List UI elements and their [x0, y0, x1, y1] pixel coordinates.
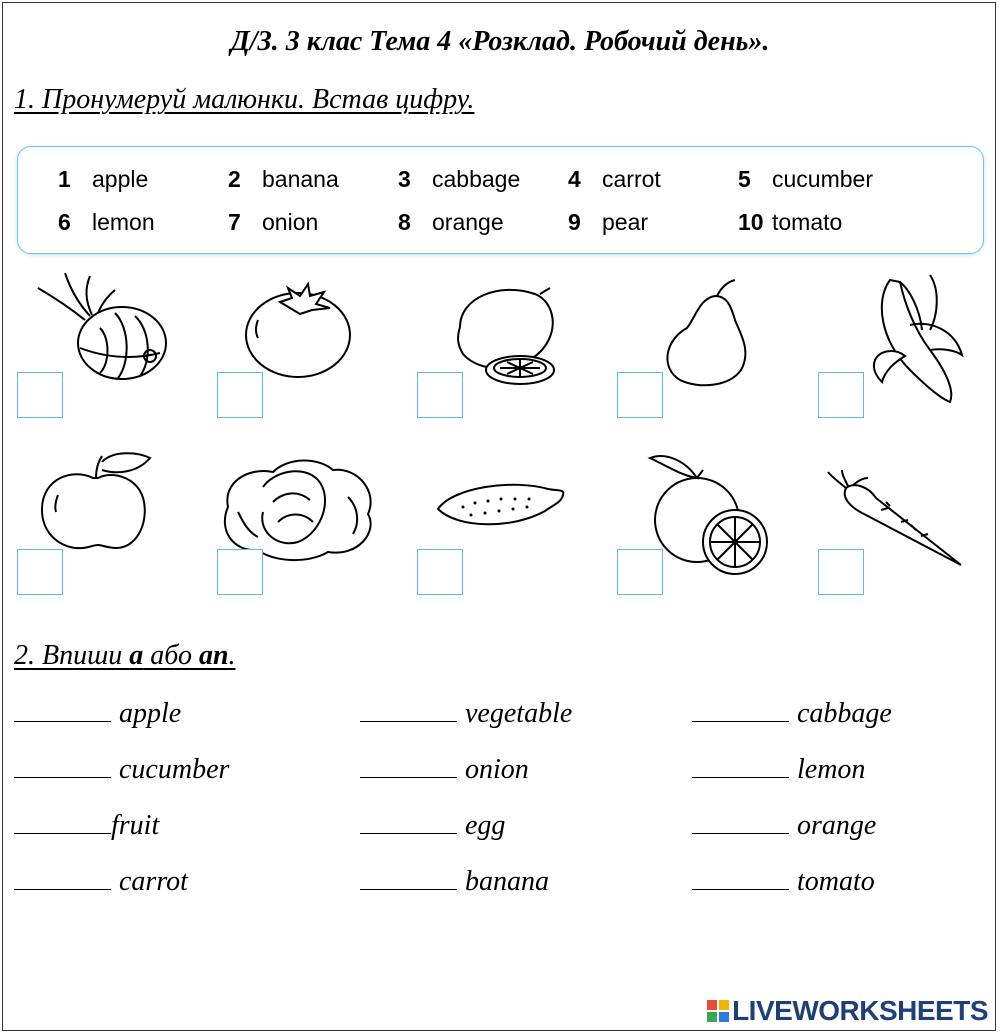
- word-item-9: 9 pear: [568, 209, 649, 235]
- fill-item-onion: onion: [360, 753, 529, 786]
- liveworksheets-logo: LIVEWORKSHEETS: [707, 995, 988, 1027]
- task1-heading: 1. Пронумеруй малюнки. Встав цифру.: [14, 84, 475, 115]
- answer-blank[interactable]: [14, 865, 111, 890]
- word-item-2: 2 banana: [228, 166, 339, 192]
- answer-box-row1-1[interactable]: [17, 372, 63, 418]
- fill-item-tomato: tomato: [692, 865, 875, 898]
- word-item-1: 1 apple: [58, 166, 149, 192]
- orange-illustration: [645, 440, 770, 580]
- answer-blank[interactable]: [692, 865, 789, 890]
- tomato-illustration: [240, 280, 360, 380]
- answer-blank[interactable]: [692, 809, 789, 834]
- apple-illustration: [38, 450, 158, 555]
- answer-box-row2-1[interactable]: [17, 549, 63, 595]
- onion-illustration: [30, 268, 175, 383]
- fill-item-egg: egg: [360, 809, 505, 842]
- answer-blank[interactable]: [360, 865, 457, 890]
- answer-blank[interactable]: [692, 697, 789, 722]
- fill-item-apple: apple: [14, 697, 181, 730]
- word-item-3: 3 cabbage: [398, 166, 521, 192]
- answer-blank[interactable]: [14, 697, 111, 722]
- answer-blank[interactable]: [360, 753, 457, 778]
- fill-item-cucumber: cucumber: [14, 753, 229, 786]
- pear-illustration: [655, 278, 755, 388]
- fill-item-vegetable: vegetable: [360, 697, 572, 730]
- fill-item-carrot: carrot: [14, 865, 188, 898]
- word-item-4: 4 carrot: [568, 166, 661, 192]
- fill-item-orange: orange: [692, 809, 876, 842]
- cabbage-illustration: [218, 452, 380, 562]
- page-title: Д/З. 3 клас Тема 4 «Розклад. Робочий день».: [230, 26, 770, 57]
- answer-box-row1-2[interactable]: [217, 372, 263, 418]
- answer-blank[interactable]: [360, 697, 457, 722]
- word-item-7: 7 onion: [228, 209, 319, 235]
- task2-heading: 2. Впиши a або an.: [14, 640, 236, 671]
- word-item-5: 5 cucumber: [738, 166, 873, 192]
- fill-item-cabbage: cabbage: [692, 697, 892, 730]
- answer-blank[interactable]: [14, 809, 111, 834]
- answer-box-row2-3[interactable]: [417, 549, 463, 595]
- banana-illustration: [860, 270, 970, 410]
- word-item-8: 8 orange: [398, 209, 504, 235]
- answer-box-row1-3[interactable]: [417, 372, 463, 418]
- answer-box-row2-4[interactable]: [617, 549, 663, 595]
- fill-item-banana: banana: [360, 865, 549, 898]
- answer-box-row2-5[interactable]: [818, 549, 864, 595]
- answer-box-row1-4[interactable]: [617, 372, 663, 418]
- answer-blank[interactable]: [692, 753, 789, 778]
- liveworksheets-logo-icon: [707, 1000, 729, 1022]
- cucumber-illustration: [433, 477, 568, 532]
- answer-box-row1-5[interactable]: [818, 372, 864, 418]
- word-list-box: [17, 146, 984, 254]
- word-item-10: 10 tomato: [738, 209, 843, 235]
- fill-item-lemon: lemon: [692, 753, 865, 786]
- answer-blank[interactable]: [360, 809, 457, 834]
- answer-box-row2-2[interactable]: [217, 549, 263, 595]
- word-item-6: 6 lemon: [58, 209, 155, 235]
- lemon-illustration: [445, 282, 565, 392]
- answer-blank[interactable]: [14, 753, 111, 778]
- fill-item-fruit: fruit: [14, 809, 159, 842]
